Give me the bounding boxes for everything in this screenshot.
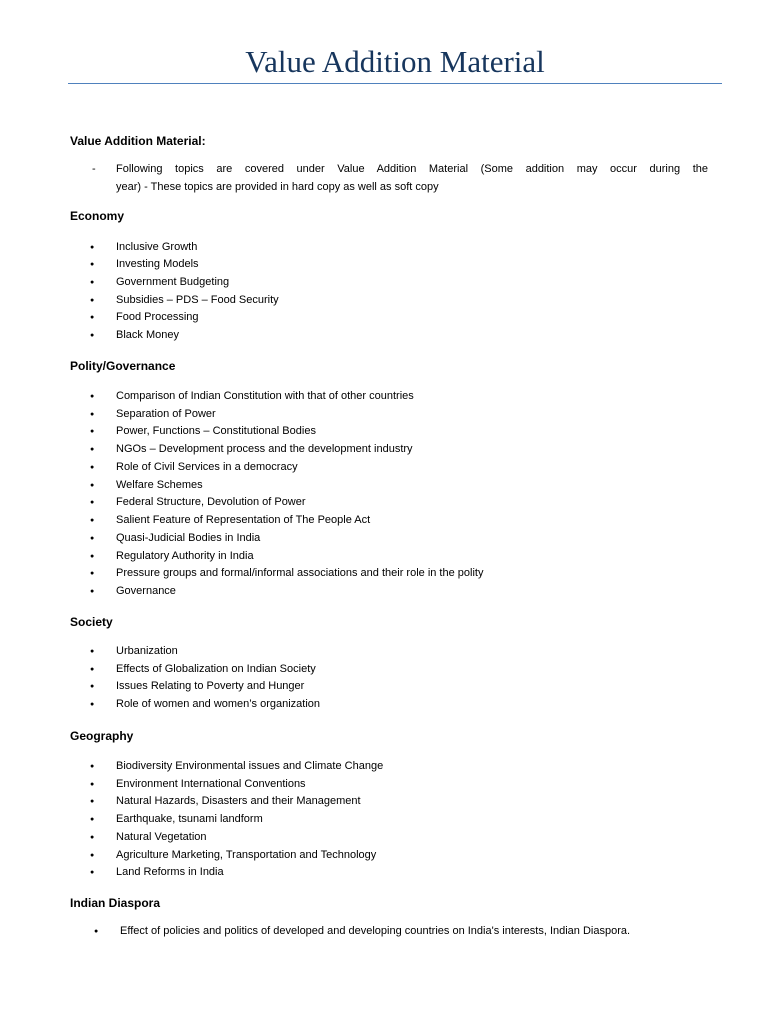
section-heading-society: Society <box>70 615 113 629</box>
society-list <box>68 643 320 714</box>
section-heading-indian-diaspora: Indian Diaspora <box>70 896 161 910</box>
intro-text-line: Following topics are covered under Value Addition Material (Some addition may occur during the <box>116 163 708 175</box>
list-item: ● Salient Feature of Representation of The People Act <box>68 512 483 530</box>
economy-list <box>68 239 279 345</box>
list-item: ● Natural Vegetation <box>68 829 383 847</box>
section-heading-geography: Geography <box>70 729 134 743</box>
list-item: ● Role of Civil Services in a democracy <box>68 459 483 477</box>
section-heading-polity: Polity/Governance <box>70 359 176 373</box>
intro-text <box>116 161 708 196</box>
intro-heading: Value Addition Material: <box>70 134 206 148</box>
list-item: ● Comparison of Indian Constitution with that of other countries <box>68 388 483 406</box>
list-item: ● Earthquake, tsunami landform <box>68 811 383 829</box>
polity-list <box>68 388 483 601</box>
list-item: ● Black Money <box>68 327 279 345</box>
list-item: ● Federal Structure, Devolution of Power <box>68 494 483 512</box>
list-item: ● Governance <box>68 583 483 601</box>
page-title: Value Addition Material <box>245 44 545 79</box>
list-item: ● Effect of policies and politics of developed and developing countries on India's interests, Indian Diaspora. <box>72 923 630 941</box>
list-item: ● Investing Models <box>68 256 279 274</box>
title-rule <box>68 83 722 84</box>
list-item: ● Biodiversity Environmental issues and Climate Change <box>68 758 383 776</box>
list-item: ● Food Processing <box>68 309 279 327</box>
list-item: ● Pressure groups and formal/informal associations and their role in the polity <box>68 565 483 583</box>
intro-paragraph <box>68 161 708 196</box>
intro-text-line: year) - These topics are provided in hard copy as well as soft copy <box>116 180 439 193</box>
list-item: ● Effects of Globalization on Indian Society <box>68 661 320 679</box>
list-item: ● Separation of Power <box>68 406 483 424</box>
list-item: ● Issues Relating to Poverty and Hunger <box>68 678 320 696</box>
list-item: ● Power, Functions – Constitutional Bodies <box>68 423 483 441</box>
list-item: ● Regulatory Authority in India <box>68 548 483 566</box>
list-item: ● Urbanization <box>68 643 320 661</box>
list-item: ● Quasi-Judicial Bodies in India <box>68 530 483 548</box>
list-item: ● Natural Hazards, Disasters and their Management <box>68 793 383 811</box>
section-heading-economy: Economy <box>70 209 125 223</box>
list-item: ● Land Reforms in India <box>68 864 383 882</box>
list-item: ● Inclusive Growth <box>68 239 279 257</box>
list-item: ● Environment International Conventions <box>68 776 383 794</box>
dash-marker: - <box>92 163 96 175</box>
list-item: ● Role of women and women’s organization <box>68 696 320 714</box>
list-item: ● Agriculture Marketing, Transportation and Technology <box>68 847 383 865</box>
list-item: ● Subsidies – PDS – Food Security <box>68 292 279 310</box>
geography-list <box>68 758 383 882</box>
indian-diaspora-list <box>72 923 630 941</box>
list-item: ● Government Budgeting <box>68 274 279 292</box>
list-item: ● NGOs – Development process and the development industry <box>68 441 483 459</box>
list-item: ● Welfare Schemes <box>68 477 483 495</box>
